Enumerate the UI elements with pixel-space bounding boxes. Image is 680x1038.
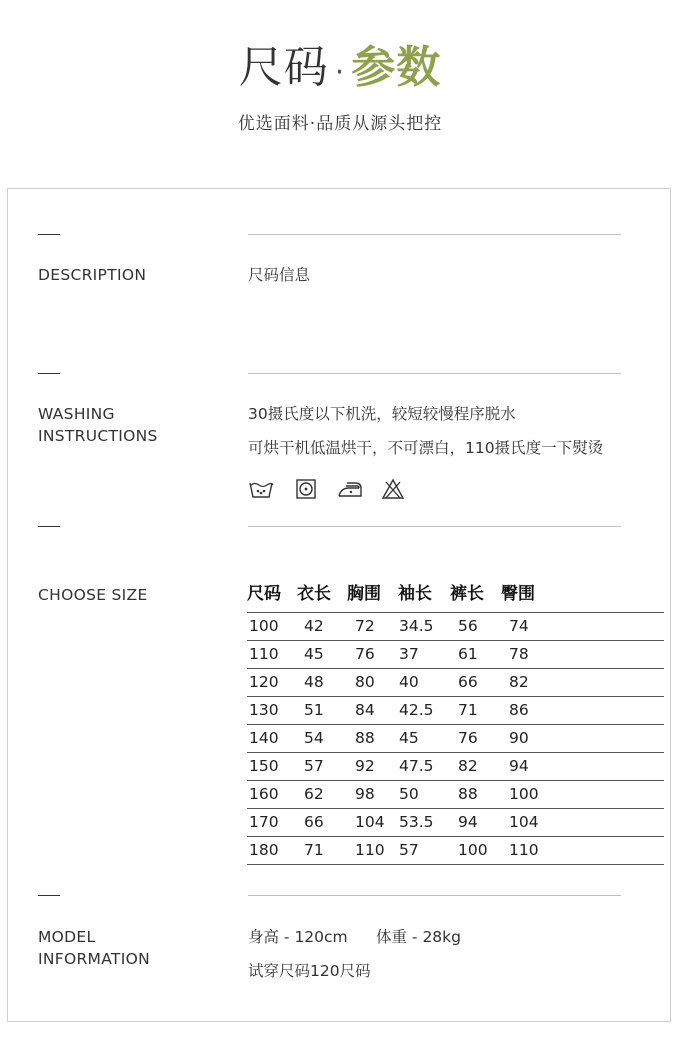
model-weight: 体重 - 28kg: [376, 928, 461, 946]
size-table-cell: 34.5: [399, 617, 434, 635]
size-label: CHOOSE SIZE: [38, 586, 148, 604]
size-table-cell: 140: [249, 729, 279, 747]
size-table-cell: 100: [509, 785, 539, 803]
section-rule: [248, 895, 621, 896]
size-table-cell: 100: [458, 841, 488, 859]
size-table-cell: 54: [304, 729, 324, 747]
header-cell: 尺码: [247, 584, 281, 604]
model-fit-size: 试穿尺码120尺码: [248, 962, 371, 980]
washing-line-1: 30摄氏度以下机洗，较短较慢程序脱水: [248, 405, 516, 423]
size-table-cell: 50: [399, 785, 419, 803]
size-table-cell: 120: [249, 673, 279, 691]
size-table-cell: 80: [355, 673, 375, 691]
size-table-cell: 180: [249, 841, 279, 859]
size-table-header: [247, 580, 664, 613]
section-rule: [248, 234, 621, 235]
section-rule: [248, 526, 621, 527]
header-cell: 衣长: [297, 584, 331, 604]
description-value: 尺码信息: [248, 266, 311, 284]
no-bleach-icon: [381, 478, 405, 500]
size-table-cell: 45: [304, 645, 324, 663]
header-cell: 臀围: [501, 584, 535, 604]
size-table: [247, 580, 664, 865]
header-cell: 袖长: [398, 584, 432, 604]
title-part-params: 参数: [351, 42, 442, 93]
size-table-cell: 57: [399, 841, 419, 859]
size-table-row: [247, 641, 664, 669]
size-table-cell: 130: [249, 701, 279, 719]
size-table-cell: 88: [355, 729, 375, 747]
size-table-cell: 90: [509, 729, 529, 747]
size-table-cell: 170: [249, 813, 279, 831]
page-subtitle: 优选面料·品质从源头把控: [237, 114, 443, 134]
size-table-cell: 76: [355, 645, 375, 663]
size-table-row: [247, 613, 664, 641]
size-table-cell: 71: [458, 701, 478, 719]
size-table-cell: 88: [458, 785, 478, 803]
size-table-cell: 57: [304, 757, 324, 775]
size-table-cell: 84: [355, 701, 375, 719]
washing-line-2: 可烘干机低温烘干，不可漂白，110摄氏度一下熨烫: [248, 439, 604, 457]
description-label: DESCRIPTION: [38, 266, 147, 284]
size-table-cell: 47.5: [399, 757, 434, 775]
section-dash: [38, 234, 60, 235]
model-height: 身高 - 120cm: [248, 928, 348, 946]
size-table-cell: 66: [304, 813, 324, 831]
size-table-cell: 62: [304, 785, 324, 803]
header-cell: 裤长: [450, 584, 484, 604]
size-table-cell: 72: [355, 617, 375, 635]
size-table-body: [247, 613, 664, 865]
size-table-cell: 71: [304, 841, 324, 859]
size-table-row: [247, 809, 664, 837]
size-table-cell: 66: [458, 673, 478, 691]
size-table-cell: 42.5: [399, 701, 434, 719]
title-part-size: 尺码: [238, 42, 329, 93]
tumble-dry-low-icon: [295, 478, 317, 500]
model-label: MODEL INFORMATION: [38, 928, 150, 968]
size-table-cell: 104: [509, 813, 539, 831]
size-table-cell: 53.5: [399, 813, 434, 831]
size-table-cell: 48: [304, 673, 324, 691]
size-table-cell: 110: [249, 645, 279, 663]
size-table-cell: 98: [355, 785, 375, 803]
size-table-cell: 94: [458, 813, 478, 831]
size-table-cell: 86: [509, 701, 529, 719]
size-table-cell: 45: [399, 729, 419, 747]
size-table-cell: 82: [509, 673, 529, 691]
size-table-cell: 82: [458, 757, 478, 775]
size-table-cell: 40: [399, 673, 419, 691]
size-table-row: [247, 669, 664, 697]
page-title: [0, 38, 680, 103]
size-table-row: [247, 781, 664, 809]
section-rule: [248, 373, 621, 374]
washing-label: WASHING INSTRUCTIONS: [38, 405, 158, 445]
size-table-row: [247, 837, 664, 865]
section-dash: [38, 895, 60, 896]
section-dash: [38, 526, 60, 527]
wash-30-icon: [248, 478, 274, 500]
size-table-cell: 61: [458, 645, 478, 663]
size-table-row: [247, 725, 664, 753]
size-table-cell: 160: [249, 785, 279, 803]
iron-icon: [337, 478, 363, 500]
section-dash: [38, 373, 60, 374]
size-table-row: [247, 753, 664, 781]
size-table-cell: 150: [249, 757, 279, 775]
size-table-cell: 100: [249, 617, 279, 635]
header-cell: 胸围: [347, 584, 381, 604]
size-table-cell: 56: [458, 617, 478, 635]
size-table-cell: 110: [509, 841, 539, 859]
size-table-cell: 37: [399, 645, 419, 663]
size-table-row: [247, 697, 664, 725]
size-table-cell: 42: [304, 617, 324, 635]
size-table-cell: 51: [304, 701, 324, 719]
size-table-cell: 104: [355, 813, 385, 831]
size-table-cell: 74: [509, 617, 529, 635]
size-table-cell: 110: [355, 841, 385, 859]
size-table-cell: 78: [509, 645, 529, 663]
size-table-cell: 92: [355, 757, 375, 775]
size-table-cell: 94: [509, 757, 529, 775]
title-dot: ·: [334, 55, 346, 90]
size-table-cell: 76: [458, 729, 478, 747]
page-header: [0, 38, 680, 134]
